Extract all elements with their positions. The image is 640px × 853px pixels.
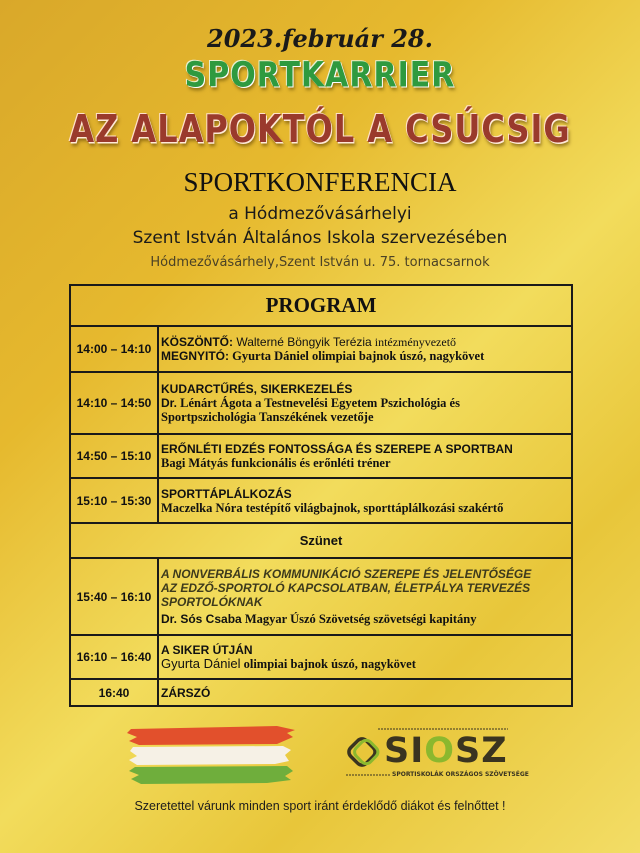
program-time: 15:40 – 16:10 [70,558,158,635]
program-time: 16:10 – 16:40 [70,635,158,679]
venue-address: Hódmezővásárhely,Szent István u. 75. tornacsarnok [150,255,490,270]
siosz-letter: S [384,731,411,771]
program-description [158,635,572,679]
program-title-line: AZ EDZŐ-SPORTOLÓ KAPCSOLATBAN, ÉLETPÁLYA TERVEZÉS [161,581,531,595]
speaker-name: Gyurta Dániel olimpiai bajnok úszó, nagykövet [229,349,485,363]
speaker-prefix: Dr. [161,396,178,410]
speaker-prefix: Gyurta Dániel [161,656,241,671]
program-title: ERŐNLÉTI EDZÉS FONTOSSÁGA ÉS SZEREPE A SPORTBAN [161,442,513,456]
speaker-text: Magyar Úszó Szövetség szövetségi kapitány [241,612,477,626]
speaker-text: olimpiai bajnok úszó, nagykövet [240,657,416,671]
program-table [69,284,573,707]
program-description [158,372,572,434]
siosz-letter: O [424,731,456,771]
siosz-subtitle: SPORTISKOLÁK ORSZÁGOS SZÖVETSÉGE [392,771,529,778]
siosz-letter: I [410,731,425,771]
break-label: Szünet [70,523,572,558]
program-title: KUDARCTŰRÉS, SIKERKEZELÉS [161,382,353,396]
program-title-line: SPORTOLÓKNAK [161,595,263,609]
program-line [161,349,569,363]
program-speaker [161,612,569,626]
siosz-letter: S [455,731,482,771]
program-row [70,679,572,706]
program-time: 15:10 – 15:30 [70,478,158,523]
program-time: 14:50 – 15:10 [70,434,158,478]
program-title: SPORTTÁPLÁLKOZÁS [161,486,292,501]
program-heading: PROGRAM [70,285,572,326]
program-row [70,326,572,372]
program-row [70,478,572,523]
program-label: KÖSZÖNTŐ: [161,335,233,349]
program-time: 16:40 [70,679,158,706]
program-header-row [70,285,572,326]
program-row [70,635,572,679]
program-description [158,478,572,523]
speaker-text: Lénárt Ágota a Testnevelési Egyetem Pszichológia és [177,396,460,410]
program-description [158,434,572,478]
program-speaker [161,657,569,671]
event-type: SPORTKONFERENCIA [183,167,457,197]
title-line-1: SPORTKARRIER [184,55,456,96]
program-description [158,679,572,706]
title-line-2: AZ ALAPOKTÓL A CSÚCSIG [69,106,571,152]
organizer-line-2: Szent István Általános Iskola szervezésében [132,228,508,248]
footer-invitation: Szeretettel várunk minden sport iránt érdeklődő diákot és felnőttet ! [134,799,506,813]
speaker-prefix: Dr. Sós Csaba [161,612,242,626]
program-row [70,434,572,478]
program-speaker [161,396,569,410]
break-row [70,523,572,558]
program-description [158,558,572,635]
speaker-role: intézményvezető [371,335,457,349]
program-time: 14:00 – 14:10 [70,326,158,372]
speaker-text-continued: Sportpszichológia Tanszékének vezetője [161,410,374,424]
program-title: ZÁRSZÓ [161,685,211,700]
organizer-line-1: a Hódmezővásárhelyi [228,204,412,224]
siosz-logo [342,725,529,783]
program-title-line: A NONVERBÁLIS KOMMUNIKÁCIÓ SZEREPE ÉS JELENTŐSÉGE [161,567,532,581]
program-line [161,335,569,349]
siosz-letter: Z [481,731,508,771]
program-speaker: Maczelka Nóra testépítő világbajnok, sporttáplálkozási szakértő [161,500,504,515]
program-row [70,558,572,635]
program-label: MEGNYITÓ: [161,349,229,363]
event-date: 2023.február 28. [207,24,433,53]
hungarian-flag-icon [127,725,297,785]
program-time: 14:10 – 14:50 [70,372,158,434]
siosz-name [384,731,508,771]
siosz-wordmark [384,732,508,770]
speaker-name: Walterné Böngyik Terézia [233,335,372,349]
program-description [158,326,572,372]
program-speaker: Bagi Mátyás funkcionális és erőnléti tréner [161,456,391,470]
program-row [70,372,572,434]
program-title: A SIKER ÚTJÁN [161,643,253,657]
